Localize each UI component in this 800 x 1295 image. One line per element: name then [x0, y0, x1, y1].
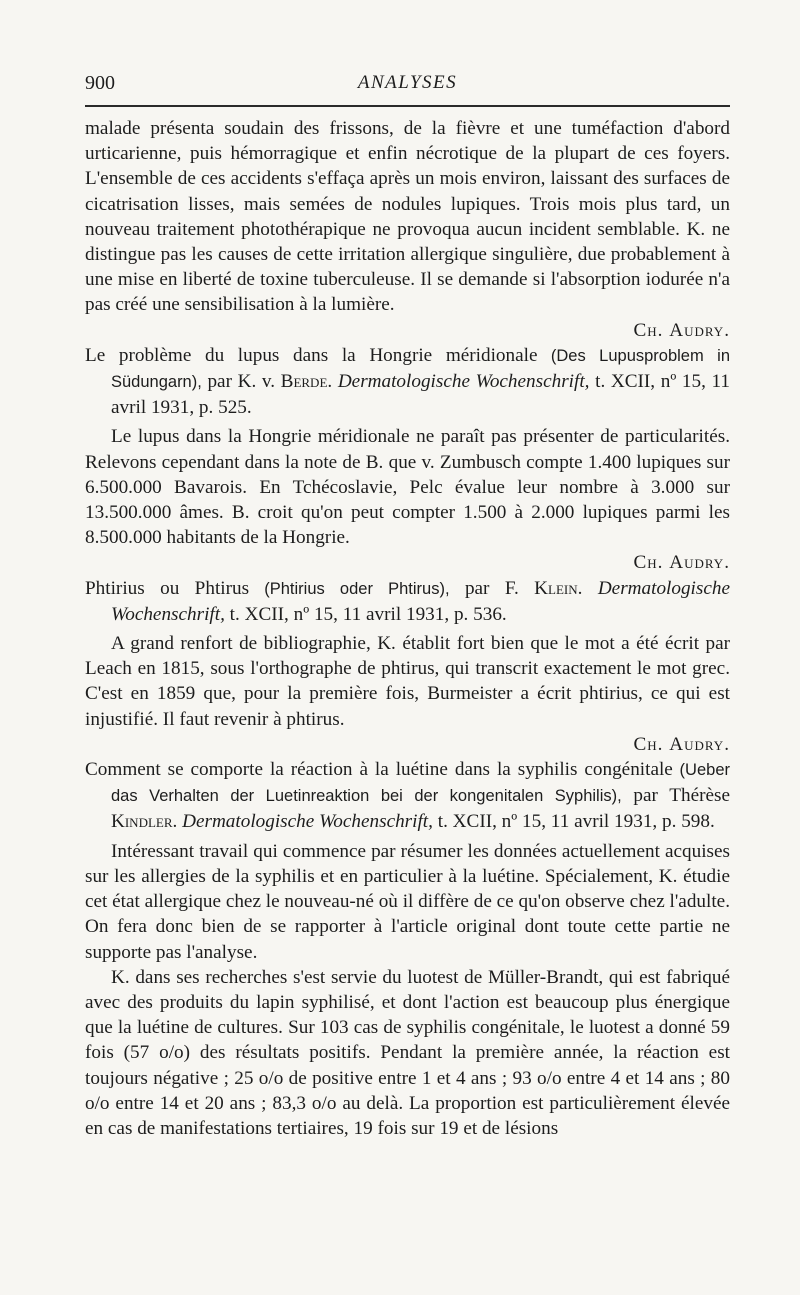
signature-name: Audry.: [669, 733, 730, 755]
paragraph: malade présenta soudain des frissons, de la fièvre et une tuméfaction d'abord urticarienne, puis hémorragique et enfin nécrotique de la plupart de ces foyers. L'ensemble de ces accidents s'effaça après un mois environ, laissant des surfaces de cicatrisation lisses, mais semées de nodules lupiques. Trois mois plus tard, un nouveau traitement photothérapique ne provoqua aucun incident semblable. K. ne distingue pas les causes de cette irritation allergique singulière, due probablement à une mise en liberté de toxine tuberculeuse. Il se demande si l'absorption iodurée n'a pas créé une sensibilisation à la lumière.: [85, 118, 730, 316]
signature-initial: Ch.: [633, 552, 664, 574]
signature: [85, 318, 730, 343]
entry-journal: Dermatologische Wochenschrift,: [332, 371, 590, 393]
signature: [85, 732, 730, 757]
article-body: [85, 116, 730, 1141]
header-rule: [85, 105, 730, 107]
entry-journal: Dermatologische Wochenschrift,: [177, 811, 433, 833]
running-title: ANALYSES: [357, 72, 458, 93]
signature-initial: Ch.: [633, 733, 664, 755]
entry-heading: [85, 343, 730, 421]
entry-author: Kindler.: [111, 811, 178, 833]
entry-original-title: (Phtirius oder Phtirus),: [249, 579, 450, 598]
paragraph: A grand renfort de bibliographie, K. établit fort bien que le mot a été écrit par Leach en 1815, sous l'orthographe de phtirus, qui transcrit exactement le mot grec. C'est en 1859 que, pour la première fois, Burmeister a écrit phtirius, ce qui est injustifié. Il faut revenir à phtirus.: [85, 633, 730, 730]
entry-original-title: (Ueber das Verhalten der Luetinreaktion bei der kongenitalen Syphilis),: [111, 761, 730, 806]
paragraph: Intéressant travail qui commence par résumer les données actuellement acquises sur les allergies de la syphilis et en particulier à la luétine. Spécialement, K. étudie cet état allergique chez le nouveau-né où il diffère de ce qu'on observe chez l'adulte. On fera donc bien de se rapporter à l'article original dont toute cette partie ne supporte pas l'analyse.: [85, 840, 730, 963]
entry-journal: Dermatologische Wochenschrift,: [111, 577, 730, 625]
entry-reference: t. XCII, nº 15, 11 avril 1931, p. 598.: [432, 811, 715, 833]
entry-title: Comment se comporte la réaction à la luétine dans la syphilis congénitale: [85, 759, 673, 781]
paragraph: K. dans ses recherches s'est servie du luotest de Müller-Brandt, qui est fabriqué avec des produits du lapin syphilisé, et dont l'action est beaucoup plus énergique que la luétine de cultures. Sur 103 cas de syphilis congénitale, le luotest a donné 59 fois (57 o/o) des résultats positifs. Pendant la première année, la réaction est toujours négative ; 25 o/o de positive entre 1 et 4 ans ; 93 o/o entre 4 et 14 ans ; 80 o/o entre 14 et 20 ans ; 83,3 o/o au delà. La proportion est particulièrement élevée en cas de manifestations tertiaires, 19 fois sur 19 et de lésions: [85, 966, 730, 1139]
entry-title: Phtirius ou Phtirus: [85, 577, 250, 599]
entry-original-title: (Des Lupusproblem in Südungarn),: [111, 346, 730, 392]
entry-author: Berde.: [280, 371, 333, 393]
entry-by: par K. v.: [201, 371, 281, 393]
entry-reference: t. XCII, nº 15, 11 avril 1931, p. 536.: [224, 603, 507, 625]
page-number: 900: [85, 72, 115, 94]
signature-initial: Ch.: [633, 319, 664, 341]
signature-name: Audry.: [669, 552, 730, 574]
signature: [85, 550, 730, 575]
entry-heading: [85, 757, 730, 835]
page-header: [85, 72, 730, 100]
entry-title: Le problème du lupus dans la Hongrie méridionale: [85, 344, 538, 366]
entry-heading: [85, 576, 730, 627]
entry-author: Klein.: [534, 577, 583, 599]
entry-reference: t. XCII, nº 15, 11 avril 1931, p. 525.: [111, 371, 730, 419]
signature-name: Audry.: [669, 319, 730, 341]
paragraph: Le lupus dans la Hongrie méridionale ne paraît pas présenter de particularités. Relevons cependant dans la note de B. que v. Zumbusch compte 1.400 lupiques sur 6.500.000 Bavarois. En Tchécoslavie, Pelc évalue leur nombre à 3.000 sur 13.500.000 âmes. B. croit qu'on peut compter 1.500 à 2.000 lupiques parmi les 8.500.000 habitants de la Hongrie.: [85, 426, 730, 549]
entry-by: par Thérèse: [621, 785, 730, 807]
entry-by: par F.: [449, 577, 535, 599]
